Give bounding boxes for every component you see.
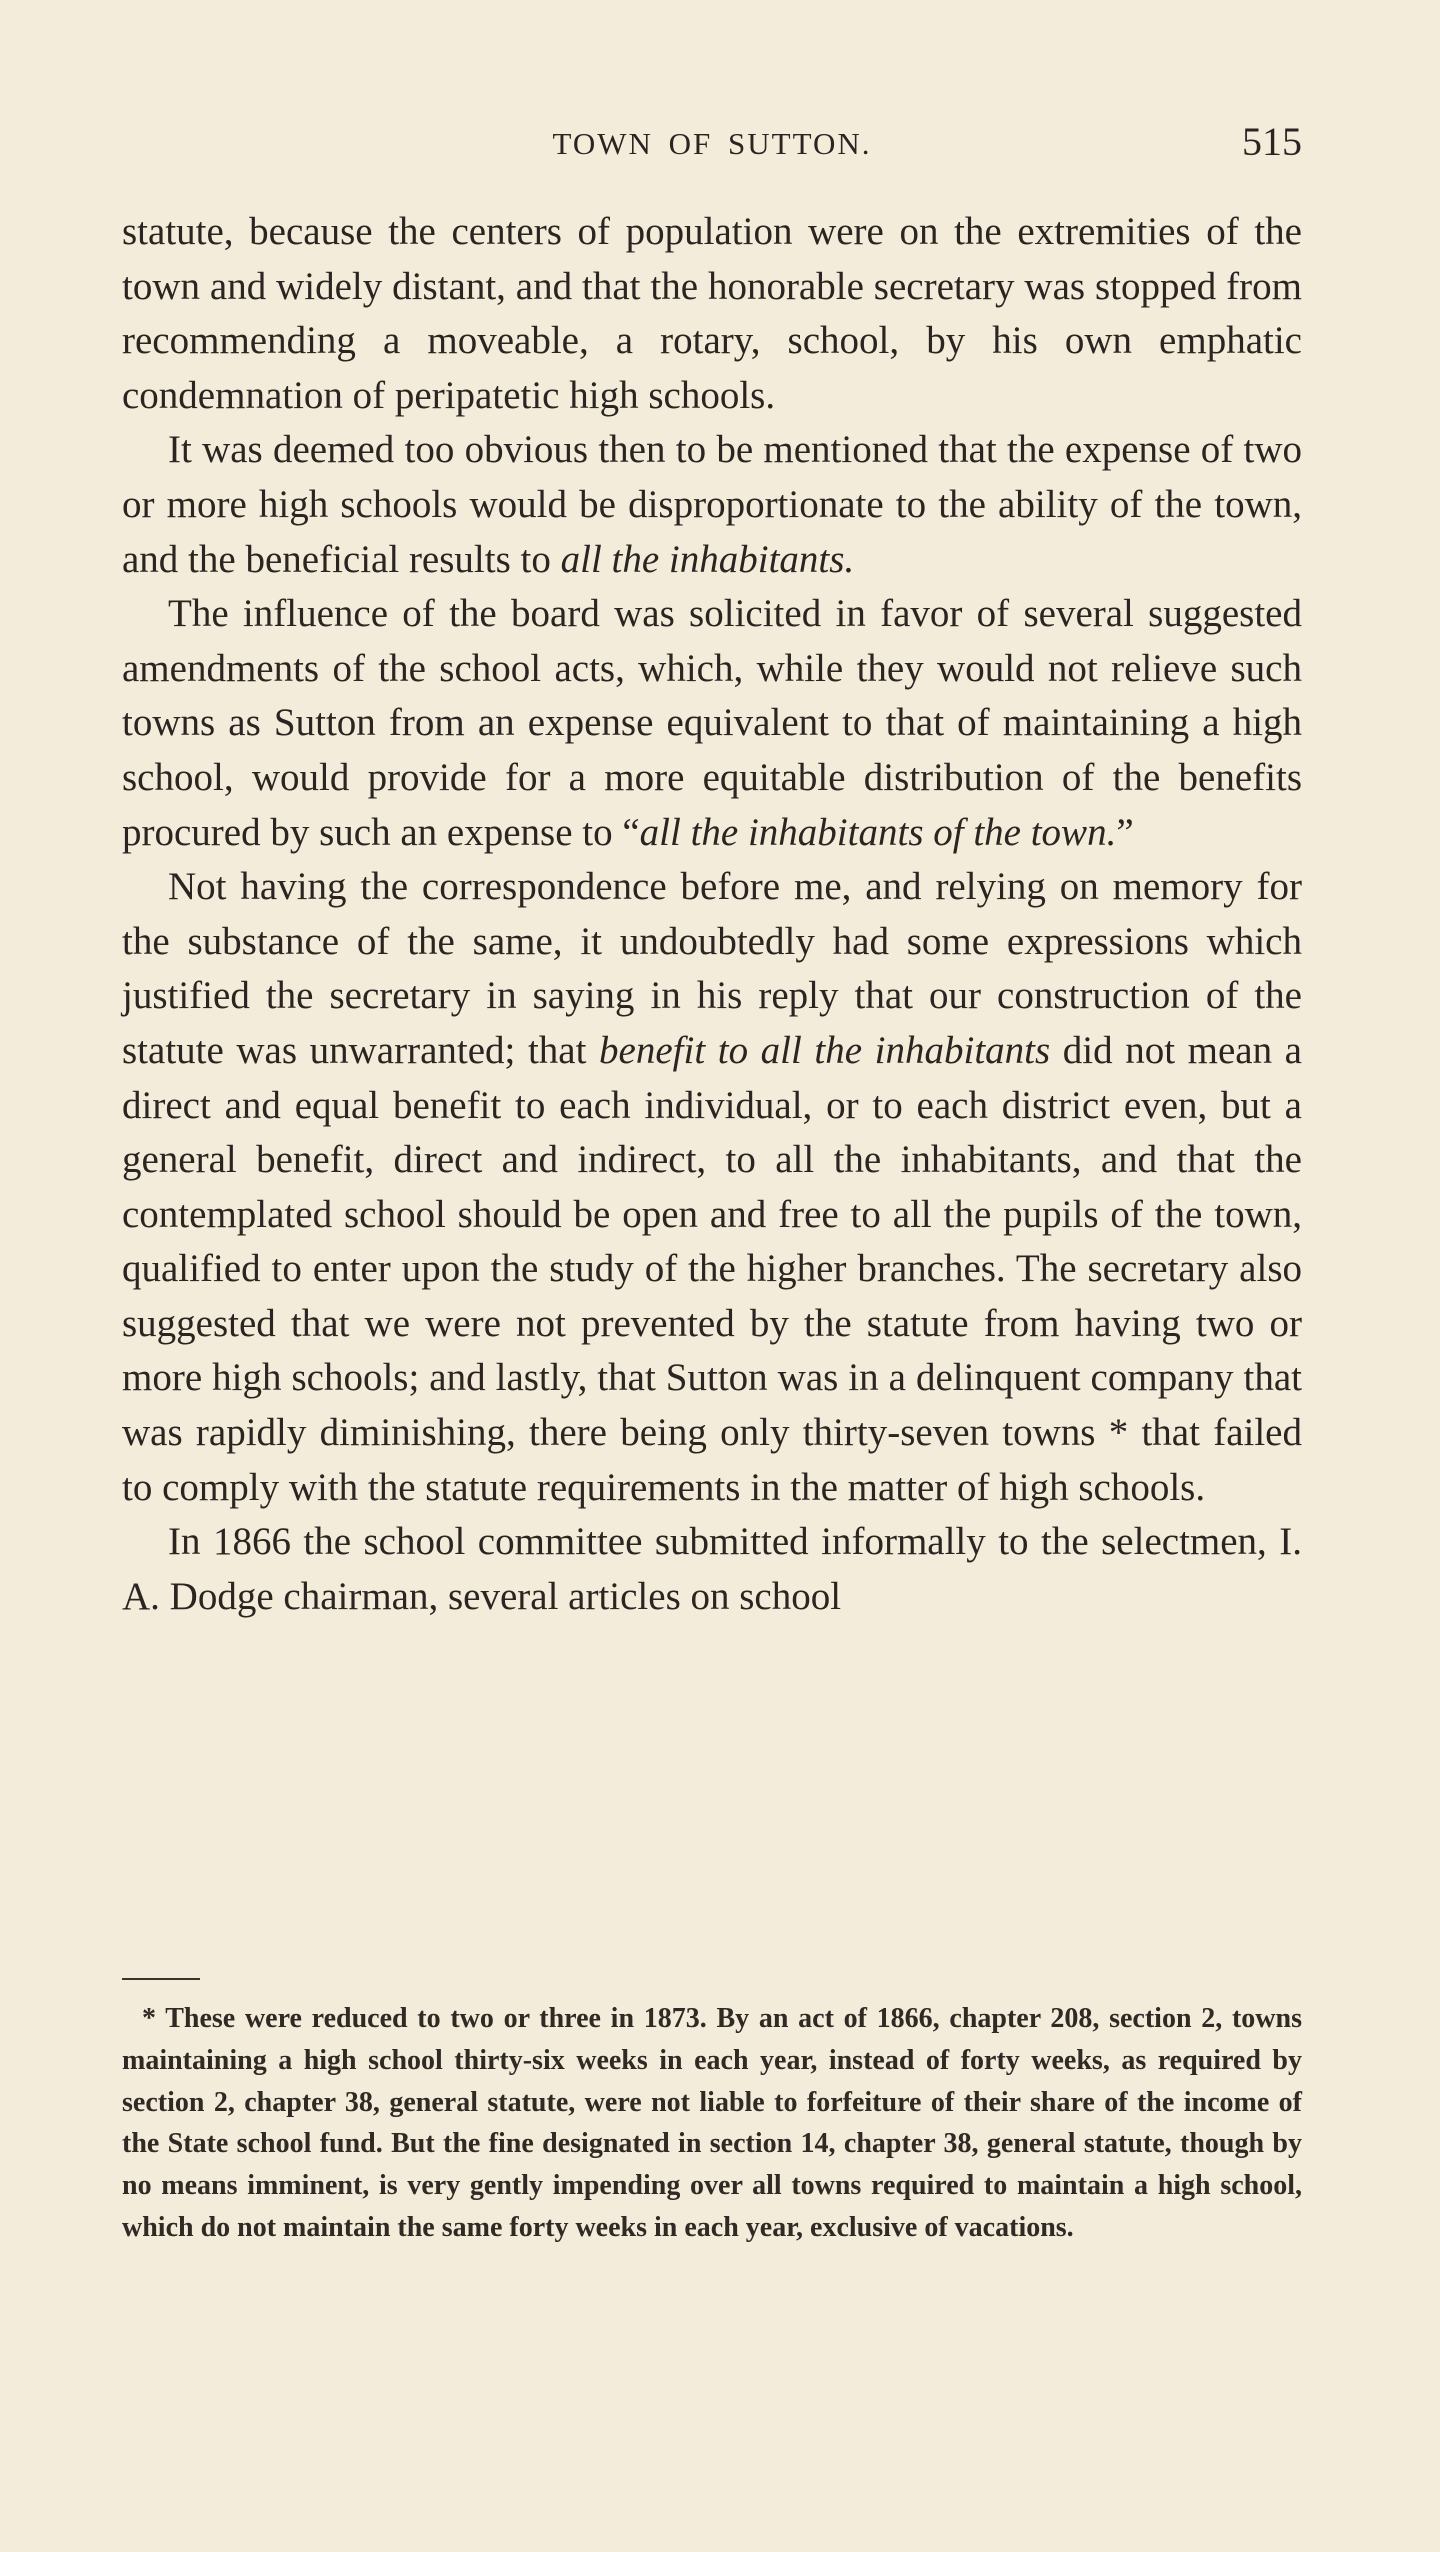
page-number: 515 (1242, 119, 1302, 164)
paragraph-text: statute, because the centers of population were on the extremities of the town and widely distant, and that the honorable secretary was stopped from recommending a moveable, a rotary, school, by his own emphatic condemnation of peripatetic high schools. (122, 210, 1302, 417)
paragraph-3 (122, 587, 1302, 860)
paragraph-text: In 1866 the school committee submitted informally to the selectmen, I. A. Dodge chairman, several articles on school (122, 1520, 1302, 1618)
body-text (122, 205, 1302, 1624)
closing-quote: ” (1116, 810, 1134, 854)
page-header (122, 118, 1302, 168)
footnote-divider (122, 1978, 200, 1980)
paragraph-4 (122, 860, 1302, 1515)
paragraph-text: Not having the correspondence before me, and relying on memory for the substance of the same, it undoubtedly had some expressions which justified the secretary in saying in his reply that our construction of the statute was unwarranted; that (122, 865, 1302, 1072)
paragraph-2 (122, 423, 1302, 587)
paragraph-text-continued: did not mean a direct and equal benefit to each individual, or to each district even, but a general benefit, direct and indirect, to all the inhabitants, and that the contemplated school should be open and free to all the pupils of the town, qualified to enter upon the study of the higher branches. The secretary also suggested that we were not prevented by the statute from having two or more high schools; and lastly, that Sutton was in a delinquent company that was rapidly diminishing, there being only thirty-seven towns * that failed to comply with the statute requirements in the matter of high schools. (122, 1028, 1302, 1509)
paragraph-5 (122, 1515, 1302, 1624)
running-title: TOWN OF SUTTON. (552, 126, 872, 161)
footnote: * These were reduced to two or three in 1873. By an act of 1866, chapter 208, section 2, towns maintaining a high school thirty-six weeks in each year, instead of forty weeks, as required by section 2, chapter 38, general statute, were not liable to forfeiture of their share of the income of the State school fund. But the fine designated in section 14, chapter 38, general statute, though by no means imminent, is very gently impending over all towns required to maintain a high school, which do not maintain the same forty weeks in each year, exclusive of vacations. (122, 2003, 1302, 2243)
italic-phrase: benefit to all the inhabitants (599, 1028, 1051, 1072)
paragraph-1 (122, 205, 1302, 423)
paragraph-text: It was deemed too obvious then to be mentioned that the expense of two or more high schools would be disproportionate to the ability of the town, and the beneficial results to (122, 428, 1302, 581)
paragraph-text: The influence of the board was solicited in favor of several suggested amendments of the school acts, which, while they would not relieve such towns as Sutton from an expense equivalent to that of maintaining a high school, would provide for a more equitable distribution of the benefits procured by such an expense to “ (122, 592, 1302, 854)
italic-phrase: all the inhabitants of the town. (639, 810, 1117, 854)
italic-phrase: all the inhabitants. (560, 537, 855, 581)
